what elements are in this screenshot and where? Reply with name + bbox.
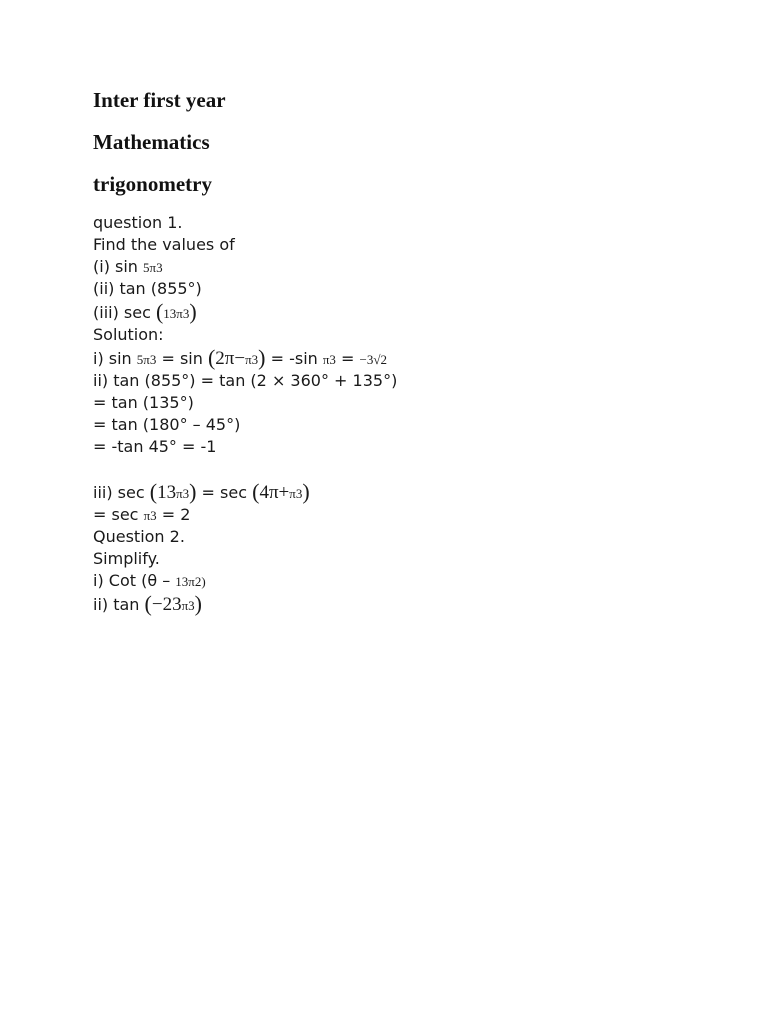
text: i) Cot (θ – bbox=[93, 571, 176, 590]
math-expression: 13π3 bbox=[163, 306, 190, 321]
math-expression: π3 bbox=[322, 352, 336, 367]
solution-part-i bbox=[93, 346, 733, 370]
text: = -sin bbox=[265, 349, 323, 368]
text: ii) tan bbox=[93, 595, 145, 614]
math-expression: 4π+ bbox=[259, 482, 290, 503]
open-paren: ( bbox=[149, 479, 158, 504]
question-2-part-ii bbox=[93, 592, 733, 616]
solution-part-ii-line-3: = tan (180° – 45°) bbox=[93, 415, 241, 434]
math-expression: 5π3 bbox=[143, 260, 163, 275]
question-1-label: question 1. bbox=[93, 213, 183, 232]
close-paren: ) bbox=[189, 299, 197, 324]
open-paren: ( bbox=[252, 479, 260, 504]
solution-part-ii-line-2: = tan (135°) bbox=[93, 393, 194, 412]
open-paren: ( bbox=[155, 299, 164, 324]
math-expression: 2π− bbox=[215, 348, 246, 369]
close-paren: ) bbox=[258, 345, 266, 370]
question-2-prompt: Simplify. bbox=[93, 549, 160, 568]
close-paren: ) bbox=[302, 479, 310, 504]
math-expression: −23 bbox=[151, 594, 182, 615]
text: iii) sec bbox=[93, 483, 150, 502]
open-paren: ( bbox=[207, 345, 216, 370]
heading-topic: trigonometry bbox=[93, 172, 212, 196]
math-expression: 5π3 bbox=[136, 352, 157, 367]
math-expression: π3 bbox=[143, 508, 157, 523]
close-paren: ) bbox=[194, 591, 202, 616]
solution-label: Solution: bbox=[93, 325, 164, 344]
text: (i) sin bbox=[93, 257, 144, 276]
text: = sec bbox=[196, 483, 253, 502]
text: (iii) sec bbox=[93, 303, 156, 322]
text: = bbox=[335, 349, 360, 368]
question-1-prompt: Find the values of bbox=[93, 235, 235, 254]
close-paren: ) bbox=[189, 479, 197, 504]
math-expression: π3 bbox=[181, 598, 195, 613]
document-page bbox=[93, 86, 733, 616]
solution-part-ii-line-1: ii) tan (855°) = tan (2 × 360° + 135°) bbox=[93, 371, 398, 390]
close-paren: ) bbox=[201, 574, 206, 589]
text: = sin bbox=[156, 349, 208, 368]
spacer bbox=[93, 458, 733, 480]
math-expression: 13π2 bbox=[175, 574, 202, 589]
question-2-label: Question 2. bbox=[93, 527, 185, 546]
math-expression: π3 bbox=[176, 486, 190, 501]
math-expression: 13 bbox=[157, 482, 177, 503]
solution-part-ii-line-4: = -tan 45° = -1 bbox=[93, 437, 217, 456]
document-body bbox=[93, 212, 733, 616]
solution-part-iii bbox=[93, 480, 733, 504]
text: i) sin bbox=[93, 349, 137, 368]
heading-course: Inter first year bbox=[93, 88, 226, 112]
question-1-part-i bbox=[93, 256, 733, 278]
question-1-part-iii bbox=[93, 300, 733, 324]
text: = sec bbox=[93, 505, 144, 524]
math-expression: π3 bbox=[289, 486, 303, 501]
question-2-part-i bbox=[93, 570, 733, 592]
text: = 2 bbox=[156, 505, 191, 524]
heading-subject: Mathematics bbox=[93, 130, 210, 154]
question-1-part-ii: (ii) tan (855°) bbox=[93, 279, 202, 298]
math-expression: π3 bbox=[245, 352, 259, 367]
open-paren: ( bbox=[144, 591, 152, 616]
math-result: −3√2 bbox=[359, 352, 387, 367]
solution-part-iii-result bbox=[93, 504, 733, 526]
